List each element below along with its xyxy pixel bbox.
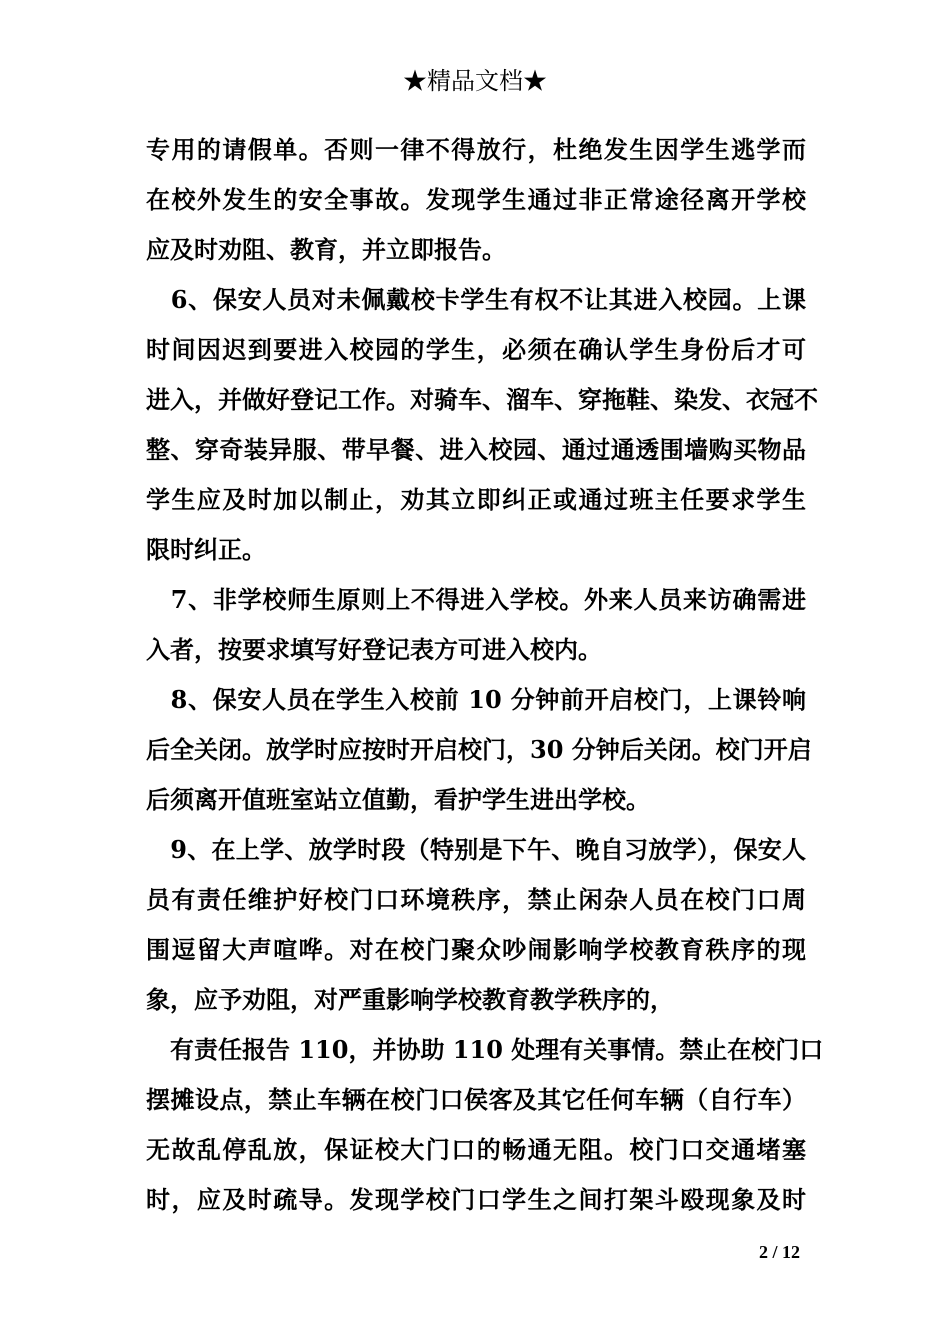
text-line: 围逗留大声喧哗。对在校门聚众吵闹影响学校教育秩序的现 <box>146 935 806 964</box>
document-header-title: ★精品文档★ <box>403 67 547 95</box>
text-line: 时间因迟到要进入校园的学生，必须在确认学生身份后才可 <box>146 335 806 364</box>
text-line: 专用的请假单。否则一律不得放行，杜绝发生因学生逃学而 <box>146 135 806 164</box>
text-line: 学生应及时加以制止，劝其立即纠正或通过班主任要求学生 <box>146 485 806 514</box>
text-line: 象，应予劝阻，对严重影响学校教育教学秩序的， <box>146 985 674 1014</box>
text-line: 有责任报告 110，并协助 110 处理有关事情。禁止在校门口 <box>146 1035 824 1064</box>
text-line: 9、在上学、放学时段（特别是下午、晚自习放学），保安人 <box>146 835 806 864</box>
text-line: 无故乱停乱放，保证校大门口的畅通无阻。校门口交通堵塞 <box>146 1135 806 1164</box>
text-line: 后全关闭。放学时应按时开启校门，30 分钟后关闭。校门开启 <box>146 735 812 764</box>
text-line: 应及时劝阻、教育，并立即报告。 <box>146 235 506 264</box>
text-line: 整、穿奇装异服、带早餐、进入校园、通过通透围墙购买物品 <box>146 435 806 464</box>
text-line: 摆摊设点，禁止车辆在校门口侯客及其它任何车辆（自行车） <box>146 1085 806 1114</box>
text-line: 限时纠正。 <box>146 535 266 564</box>
text-line: 7、非学校师生原则上不得进入学校。外来人员来访确需进 <box>146 585 806 614</box>
text-line: 6、保安人员对未佩戴校卡学生有权不让其进入校园。上课 <box>146 285 806 314</box>
text-line: 8、保安人员在学生入校前 10 分钟前开启校门，上课铃响 <box>146 685 806 714</box>
text-line: 在校外发生的安全事故。发现学生通过非正常途径离开学校 <box>146 185 806 214</box>
text-line: 后须离开值班室站立值勤，看护学生进出学校。 <box>146 785 650 814</box>
text-line: 时，应及时疏导。发现学校门口学生之间打架斗殴现象及时 <box>146 1185 806 1214</box>
text-line: 入者，按要求填写好登记表方可进入校内。 <box>146 635 602 664</box>
page-number: 2 / 12 <box>758 1242 800 1262</box>
text-line: 进入，并做好登记工作。对骑车、溜车、穿拖鞋、染发、衣冠不 <box>146 385 818 414</box>
text-line: 员有责任维护好校门口环境秩序，禁止闲杂人员在校门口周 <box>146 885 806 914</box>
